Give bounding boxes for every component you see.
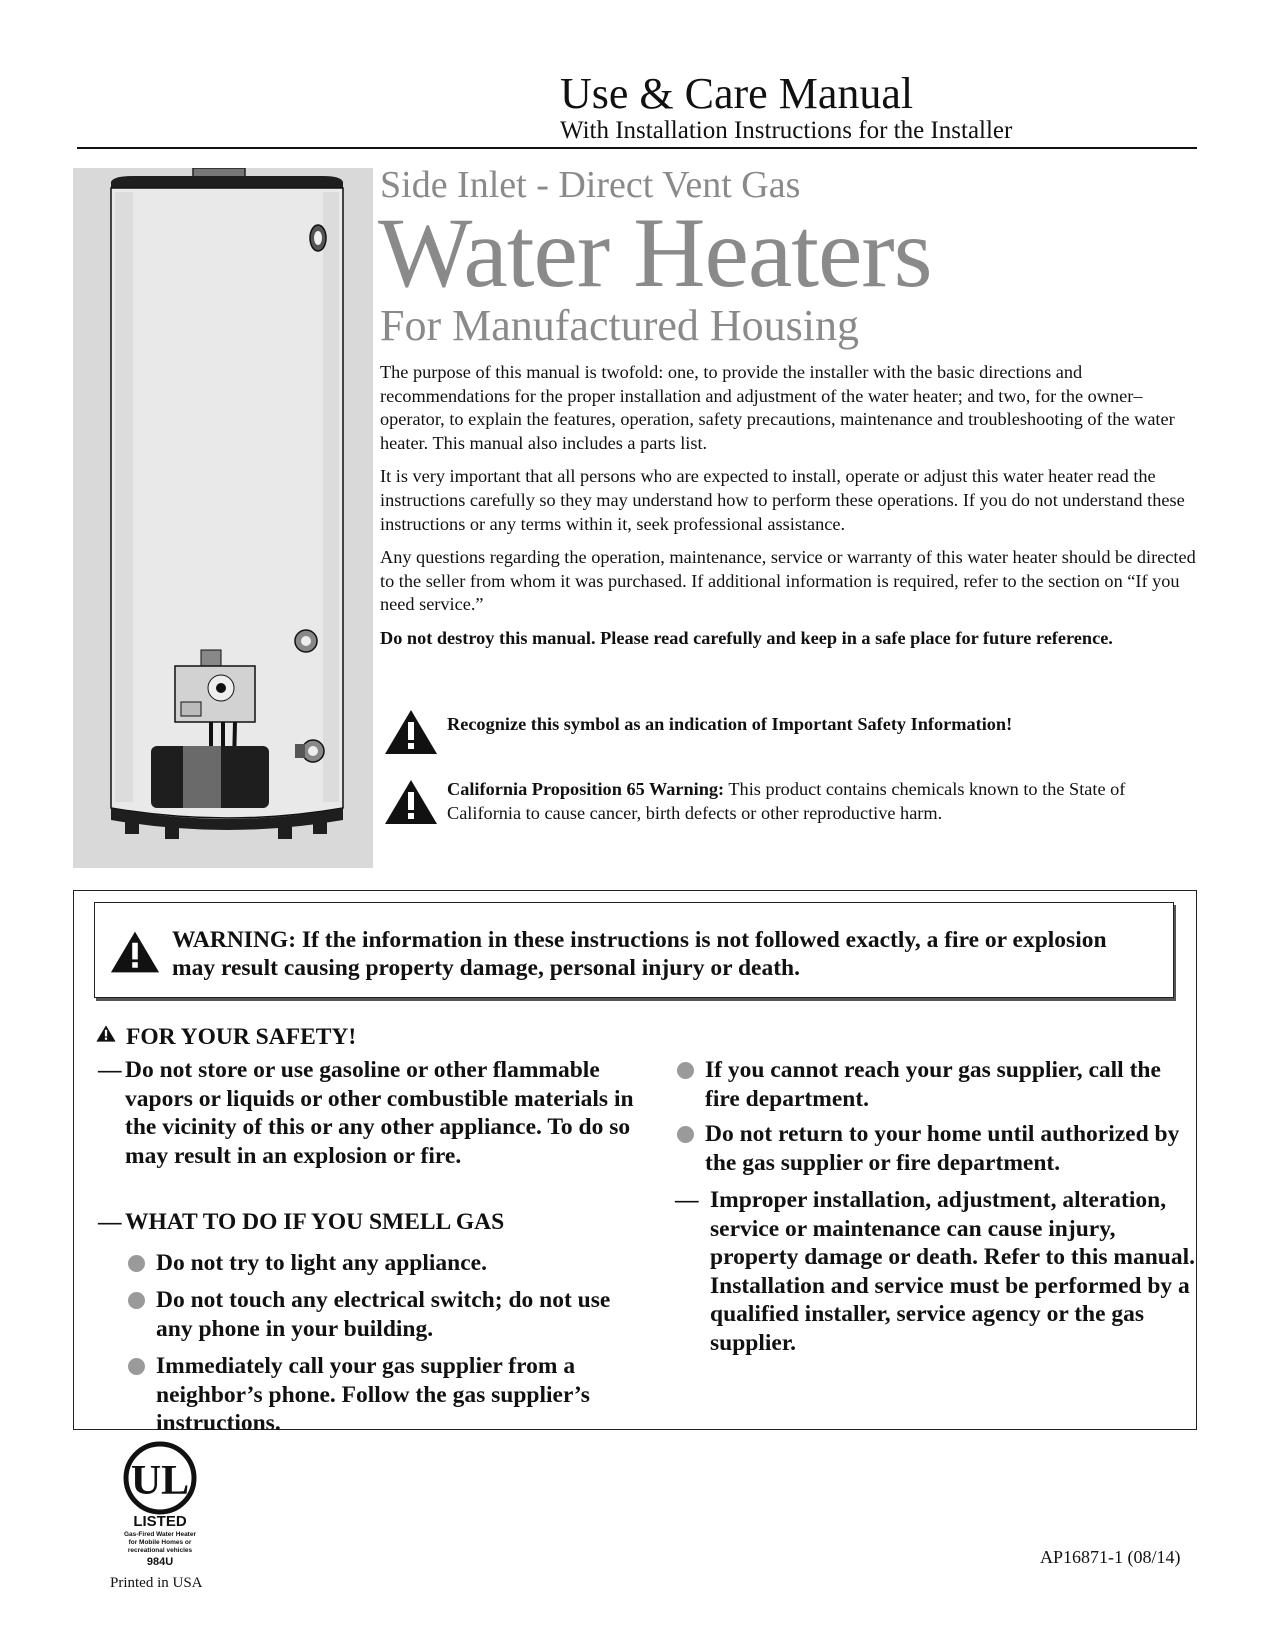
ul-caption-line-2: for Mobile Homes or <box>128 1539 192 1546</box>
prop65-label: California Proposition 65 Warning: <box>447 779 725 799</box>
safety-item-flammables <box>98 1056 638 1170</box>
safety-bullet-text: Immediately call your gas supplier from a neighbor’s phone. Follow the gas supplier’s instructions. <box>156 1353 590 1436</box>
safety-bullet-call-supplier <box>128 1352 638 1438</box>
safety-bullet-text: Do not return to your home until authorized by the gas supplier or fire department. <box>705 1121 1180 1176</box>
ul-listed-text: LISTED <box>133 1513 187 1530</box>
safety-bullet-text: If you cannot reach your gas supplier, call the fire department. <box>705 1057 1161 1112</box>
prop65-body: This product contains chemicals known to the State of California to cause cancer, birth defects or other reproductive harm. <box>447 779 1126 823</box>
warning-text: WARNING: If the information in these instructions is not followed exactly, a fire or explosion may result causing property damage, personal injury or death. <box>172 927 1107 981</box>
safety-symbol-note <box>380 707 1200 751</box>
safety-bullet-text: Do not touch any electrical switch; do not use any phone in your building. <box>156 1287 611 1342</box>
prop65-text <box>447 777 1197 825</box>
safety-bullet-no-switch <box>128 1286 638 1343</box>
dash-marker: — <box>98 1057 122 1083</box>
intro-paragraph-2: It is very important that all persons who are expected to install, operate or adjust this water heater read the instructions carefully so they may understand how to perform these operations. If you do not understand these instructions or any terms within it, seek professional assistance. <box>380 466 1185 534</box>
safety-bullet-text: Do not try to light any appliance. <box>156 1250 487 1276</box>
safety-heading-text: FOR YOUR SAFETY! <box>126 1024 357 1050</box>
product-kicker: Side Inlet - Direct Vent Gas <box>380 164 801 206</box>
safety-item-improper-installation <box>675 1186 1197 1357</box>
safety-item-text: Improper installation, adjustment, alteration, service or maintenance can cause injury, property damage or death. Refer to this manual. Installation and service must be performed by a qualified installer, service agency or the gas supplier. <box>710 1187 1195 1356</box>
safety-bullet-do-not-return <box>677 1120 1197 1177</box>
header-divider <box>77 147 1197 149</box>
manual-subtitle: With Installation Instructions for the Installer <box>560 117 1013 144</box>
warning-triangle-icon <box>384 709 438 755</box>
bullet-dot <box>128 1292 145 1309</box>
dash-marker: — <box>98 1209 122 1235</box>
dash-marker: — <box>675 1187 699 1213</box>
product-subtitle: For Manufactured Housing <box>380 301 860 350</box>
ul-listed-logo <box>116 1440 216 1570</box>
printed-in-note: Printed in USA <box>110 1575 203 1591</box>
safety-heading <box>96 1023 356 1051</box>
manual-title: Use & Care Manual <box>560 69 914 118</box>
warning-triangle-icon <box>384 779 438 825</box>
intro-paragraph-keep-manual: Do not destroy this manual. Please read carefully and keep in a safe place for future reference. <box>380 627 1113 648</box>
safety-bullet-fire-department <box>677 1056 1197 1113</box>
ul-mark-text: UL <box>130 1458 190 1504</box>
water-heater-image <box>73 168 373 868</box>
bullet-dot <box>128 1255 145 1272</box>
safety-symbol-text: Recognize this symbol as an indication of Important Safety Information! <box>447 714 1013 734</box>
ul-caption-line-1: Gas-Fired Water Heater <box>123 1531 197 1538</box>
bullet-dot <box>128 1358 145 1375</box>
intro-text <box>380 361 1200 661</box>
ul-code: 984U <box>146 1556 174 1568</box>
safety-item-text: Do not store or use gasoline or other flammable vapors or liquids or other combustible materials in the vicinity of this or any other appliance. To do so may result in an explosion or fire. <box>125 1057 634 1169</box>
warning-triangle-icon <box>96 1025 116 1042</box>
ul-mark-icon <box>116 1440 216 1570</box>
document-number: AP16871-1 (08/14) <box>1040 1547 1181 1567</box>
product-title: Water Heaters <box>378 197 932 308</box>
water-heater-illustration <box>73 168 373 868</box>
warning-triangle-icon <box>110 930 160 974</box>
ul-caption-line-3: recreational vehicles <box>127 1547 193 1554</box>
safety-item-text: WHAT TO DO IF YOU SMELL GAS <box>125 1209 505 1235</box>
prop65-warning <box>380 777 1200 837</box>
bullet-dot <box>677 1062 694 1079</box>
intro-paragraph-3: Any questions regarding the operation, maintenance, service or warranty of this water heater should be directed to the seller from whom it was purchased. If additional information is required, refer to the section on “If you need service.” <box>380 547 1196 615</box>
safety-bullet-no-light <box>128 1249 638 1278</box>
safety-item-smell-gas <box>98 1208 638 1237</box>
intro-paragraph-1: The purpose of this manual is twofold: one, to provide the installer with the basic directions and recommendations for the proper installation and adjustment of the water heater; and two, for the owner–operator, to explain the features, operation, safety precautions, maintenance and troubleshooting of the water heater. This manual also includes a parts list. <box>380 362 1175 453</box>
bullet-dot <box>677 1126 694 1143</box>
